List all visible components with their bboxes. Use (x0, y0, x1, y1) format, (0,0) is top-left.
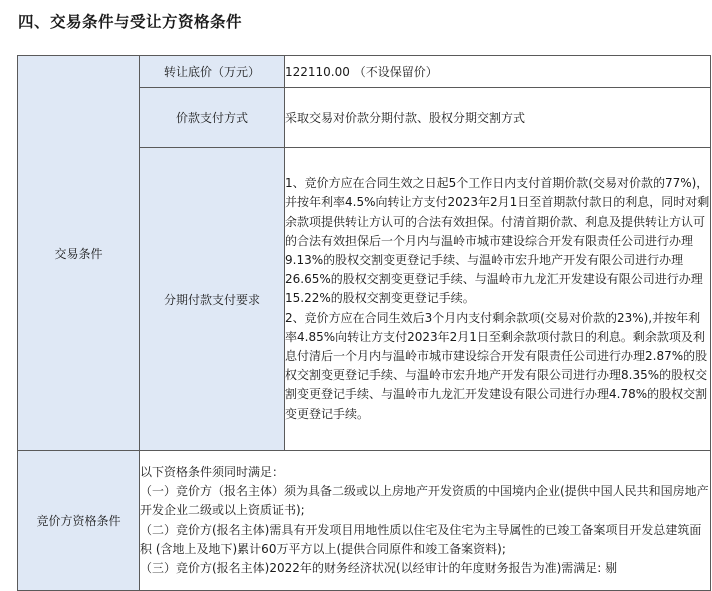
qualification-item-1: （一）竞价方（报名主体）须为具备二级或以上房地产开发资质的中国境内企业(提供中国人民共和国房地产开发企业二级或以上资质证书); (140, 484, 709, 518)
terms-table (17, 55, 711, 591)
section-heading: 四、交易条件与受让方资格条件 (18, 13, 243, 31)
installment-label: 分期付款支付要求 (140, 148, 285, 451)
payment-method-label: 价款支付方式 (140, 88, 285, 148)
qualifications-intro: 以下资格条件须同时满足： (140, 464, 285, 479)
installment-paragraph-2: 2、竞价方应在合同生效后3个月内支付剩余款项(交易对价款的23%),并按年利率4.85%向转让方支付2023年2月1日至剩余款项付款日的利息。剩余款项及利息付清后一个月内与温岭市城市建设综合开发有限责任公司进行办理2.87%的股权交割变更登记手续、与温岭市宏升地产开发有限公司进行办理8.35%的股权交割变更登记手续、与温岭市九龙汇开发建设有限公司进行办理4.78%的股权交割变更登记手续。 (285, 310, 708, 421)
qualification-item-3: （三）竞价方(报名主体)2022年的财务经济状况(以经审计的年度财务报告为准)需满足: 剔 (140, 560, 618, 575)
table-row (18, 56, 711, 88)
installment-paragraph-1: 1、竞价方应在合同生效之日起5个工作日内支付首期价款(交易对价款的77%)，并按年利率4.5%向转让方支付2023年2月1日至首期款付款日的利息，同时对剩余款项提供转让方认可的合法有效担保。付清首期价款、利息及提供转让方认可的合法有效担保后一个月内与温岭市城市建设综合开发有限责任公司进行办理9.13%的股权交割变更登记手续、与温岭市宏升地产开发有限公司进行办理26.65%的股权交割变更登记手续、与温岭市九龙汇开发建设有限公司进行办理15.22%的股权交割变更登记手续。 (285, 176, 710, 306)
qualification-item-2: （二）竞价方(报名主体)需具有开发项目用地性质以住宅及住宅为主导属性的已竣工备案项目开发总建筑面积 (含地上及地下)累计60万平方以上(提供合同原件和竣工备案资料); (140, 522, 702, 556)
transfer-price-label: 转让底价（万元） (140, 56, 285, 88)
bidder-qualifications-label: 竞价方资格条件 (18, 451, 140, 591)
installment-requirements (285, 148, 711, 451)
trade-conditions-label: 交易条件 (18, 56, 140, 451)
bidder-qualifications-content (140, 451, 711, 591)
table-row (18, 451, 711, 591)
payment-method-value: 采取交易对价款分期付款、股权分期交割方式 (285, 88, 711, 148)
transfer-price-value: 122110.00 （不设保留价） (285, 56, 711, 88)
